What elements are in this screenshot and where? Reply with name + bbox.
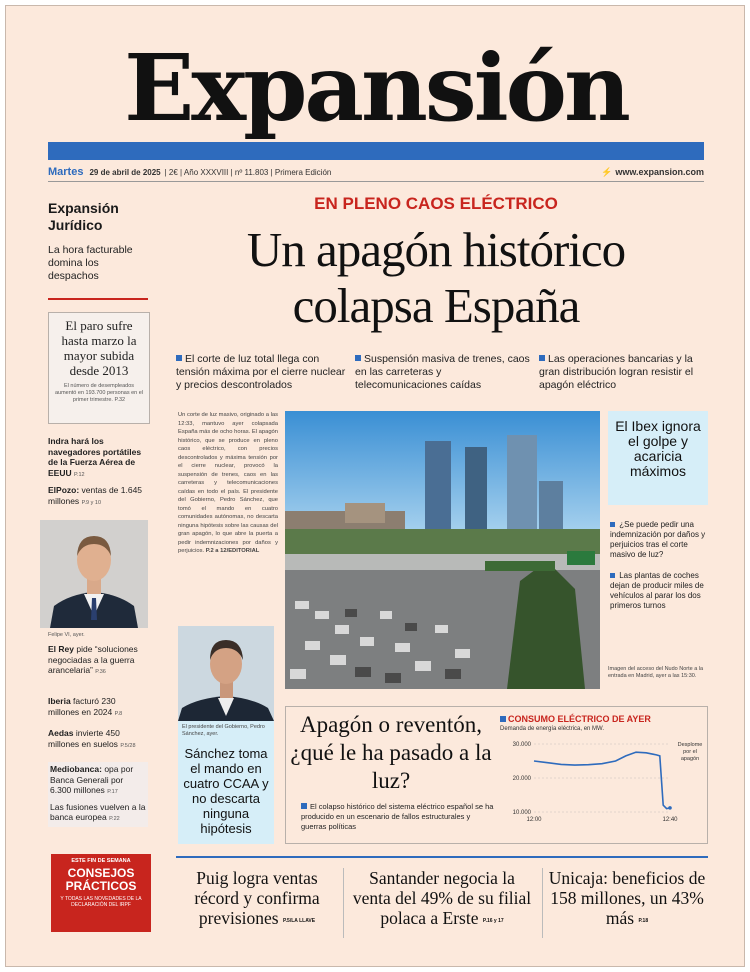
right-bullet-1[interactable] — [610, 520, 706, 560]
chart-title-square-icon — [500, 716, 506, 722]
brief-rey[interactable] — [48, 644, 148, 678]
chart-x-tick-label: 12:40 — [662, 817, 678, 823]
paro-box[interactable] — [48, 312, 150, 424]
brief-rey-bold: El Rey — [48, 644, 74, 654]
brief-fusiones-text: Las fusiones vuelven a la banca europea — [50, 801, 146, 822]
main-bullet-2 — [355, 353, 533, 392]
brief-rey-text: pide “soluciones negociadas a la guerra arancelaria” — [48, 644, 138, 675]
dateline-date: 29 de abril de 2025 — [89, 167, 161, 177]
chart-annotation: Desplome — [677, 742, 703, 748]
consumption-chart — [500, 714, 704, 838]
paro-sub: El número de desempleados aumentó en 193.700 personas en el primer trimestre. P.32 — [54, 383, 144, 403]
dateline-info: | 2€ | Año XXXVIII | nº 11.803 | Primera Edición — [164, 167, 332, 177]
newspaper-front-page — [5, 5, 745, 967]
brief-aedas-page: P.5/28 — [120, 742, 136, 749]
king-portrait-image — [40, 520, 148, 628]
main-bullet-2-text: Suspensión masiva de trenes, caos en las carreteras y telecomunicaciones caídas — [355, 353, 530, 391]
promo-title: CONSEJOS PRÁCTICOS — [65, 866, 137, 893]
footer-unicaja-tag: P.18 — [638, 918, 649, 924]
brief-iberia-bold: Iberia — [48, 696, 71, 706]
brief-mediobanca-text: opa por Banca Generali por 6.300 millones — [50, 764, 134, 795]
brief-fusiones-page: P.22 — [109, 816, 120, 822]
sanchez-photo — [178, 626, 274, 721]
chart-y-tick-label: 30.000 — [512, 742, 531, 748]
main-headline-line1: Un apagón histórico — [246, 222, 626, 277]
main-bullet-3-text: Las operaciones bancarias y la gran distribución logran resistir el apagón eléctrico — [539, 353, 694, 391]
promo-top: ESTE FIN DE SEMANA — [71, 858, 131, 864]
king-photo-caption: Felipe VI, ayer. — [48, 632, 85, 638]
chart-annotation: apagón — [680, 756, 700, 762]
king-photo — [40, 520, 148, 628]
main-body-pages: P.2 a 12/EDITORIAL — [205, 548, 260, 554]
brief-iberia[interactable] — [48, 696, 148, 719]
juridico-red-rule — [48, 298, 148, 300]
juridico-subtitle: La hora facturable domina los despachos — [48, 244, 133, 282]
right-bullet-2-text: Las plantas de coches dejan de producir miles de vehículos al parar los dos primeros turnos — [610, 571, 704, 610]
bullet-square-icon — [539, 355, 545, 361]
brief-iberia-page: P.8 — [114, 710, 123, 717]
brief-mediobanca[interactable] — [48, 762, 148, 827]
masthead-rule — [48, 181, 704, 182]
promo-sub: Y TODAS LAS NOVEDADES DE LA DECLARACIÓN DEL IRPF — [60, 896, 142, 908]
bullet-square-icon — [301, 803, 307, 809]
dateline — [48, 165, 704, 179]
madrid-traffic-photo — [285, 411, 600, 689]
sanchez-portrait-image — [178, 626, 274, 721]
apagon-sub-text: El colapso histórico del sistema eléctrico español se ha producido en un escenario de fallos estructurales y guerras políticas — [301, 802, 494, 831]
masthead-title: Expansión — [124, 34, 628, 142]
chart-x-tick-label: 12:00 — [526, 817, 542, 823]
bullet-square-icon — [176, 355, 182, 361]
brief-indra-text: Indra hará los navegadores portátiles de la Fuerza Aérea de EEUU — [48, 436, 142, 478]
chart-plot — [500, 732, 704, 828]
bullet-square-icon — [610, 573, 615, 578]
main-body-text — [178, 411, 278, 556]
ibex-headline: El Ibex ignora el golpe y acaricia máximos — [615, 418, 701, 479]
brief-aedas[interactable] — [48, 728, 148, 751]
brief-elpozo-bold: ElPozo: — [48, 485, 80, 495]
ibex-box[interactable] — [608, 411, 708, 505]
chart-subtitle: Demanda de energía eléctrica, en MW. — [500, 726, 605, 732]
main-headline[interactable] — [166, 222, 706, 334]
footer-santander-headline: Santander negocia la venta del 49% de su filial polaca a Erste — [352, 868, 532, 928]
right-bullet-1-text: ¿Se puede pedir una indemnización por daños y perjuicios tras el corte masivo de luz? — [610, 520, 706, 559]
dateline-website[interactable] — [601, 167, 704, 178]
brief-aedas-text: invierte 450 millones en suelos — [48, 728, 120, 749]
brief-indra-page: P.12 — [74, 471, 85, 478]
footer-separator — [542, 868, 543, 938]
dateline-day: Martes — [48, 166, 84, 178]
brief-indra[interactable] — [48, 436, 148, 480]
chart-series-line — [534, 752, 670, 808]
lightning-icon: ⚡ — [601, 166, 613, 177]
footer-puig-headline: Puig logra ventas récord y confirma previsiones — [194, 868, 320, 928]
footer-separator — [343, 868, 344, 938]
brief-rey-page: P.36 — [95, 669, 106, 675]
footer-story-unicaja[interactable] — [546, 868, 708, 931]
footer-story-puig[interactable] — [178, 868, 336, 931]
apagon-headline: Apagón o reventón, ¿qué le ha pasado a la luz? — [290, 712, 492, 793]
footer-unicaja-headline: Unicaja: beneficios de 158 millones, un 43% más — [548, 868, 706, 928]
main-bullet-1-text: El corte de luz total llega con tensión máxima por el cierre nuclear y precios descontrolados — [176, 353, 346, 391]
paro-headline: El paro sufre hasta marzo la mayor subida desde 2013 — [61, 318, 137, 378]
main-body-text-content: Un corte de luz masivo, originado a las 12:33, mantuvo ayer colapsada España más de ocho horas. El apagón histórico, que se produce en pleno caos eléctrico, con precios descontrolados y máxima tensión por el cierre nuclear, provocó la suspensión de trenes, caos en las carreteras y telecomunicaciones caídas en todo el país. El presidente del Gobierno, Pedro Sánchez, que tomó el mando en cuatro comunidades autónomas, no descarta ninguna hipótesis sobre las causas del gran apagón, lo que abre la puerta a pedir indemnizaciones por daños y perjuicios. — [178, 412, 278, 554]
brief-fusiones — [50, 802, 146, 825]
footer-puig-tag: P.5/LA LLAVE — [282, 918, 316, 924]
footer-story-santander[interactable] — [348, 868, 536, 931]
chart-point — [668, 806, 672, 810]
main-bullet-3 — [539, 353, 709, 392]
bullet-square-icon — [355, 355, 361, 361]
main-kicker: EN PLENO CAOS ELÉCTRICO — [314, 194, 558, 213]
right-bullet-2[interactable] — [610, 571, 706, 611]
chart-y-tick-label: 20.000 — [512, 776, 531, 782]
irpf-promo-box[interactable] — [51, 854, 151, 932]
sanchez-headline: Sánchez toma el mando en cuatro CCAA y no descarta ninguna hipótesis — [183, 746, 269, 836]
chart-annotation: por el — [683, 749, 697, 755]
main-bullet-1 — [176, 353, 348, 392]
brief-elpozo-text: ventas de 1.645 millones — [48, 485, 143, 506]
bullet-square-icon — [610, 522, 615, 527]
footer-blue-rule — [176, 856, 708, 858]
apagon-sub — [301, 802, 496, 832]
chart-y-tick-label: 10.000 — [512, 810, 531, 816]
sanchez-caption: El presidente del Gobierno, Pedro Sánchez, ayer. — [182, 724, 265, 737]
brief-elpozo[interactable] — [48, 485, 148, 508]
brief-mediobanca-page: P.17 — [107, 789, 118, 795]
brief-elpozo-page: P.9 y 10 — [81, 499, 102, 506]
footer-santander-tag: P.16 y 17 — [482, 918, 504, 924]
juridico-title[interactable]: Expansión Jurídico — [48, 200, 119, 233]
brief-aedas-bold: Aedas — [48, 728, 74, 738]
website-label: www.expansion.com — [615, 166, 704, 177]
chart-title — [500, 714, 704, 724]
main-photo-caption: Imagen del acceso del Nudo Norte a la entrada en Madrid, ayer a las 15:30. — [608, 666, 704, 679]
main-headline-line2: colapsa España — [292, 278, 580, 333]
madrid-traffic-image — [285, 411, 600, 689]
chart-title-text: CONSUMO ELÉCTRICO DE AYER — [508, 714, 651, 724]
masthead-blue-bar — [48, 142, 704, 160]
brief-iberia-text: facturó 230 millones en 2024 — [48, 696, 116, 717]
brief-mediobanca-bold: Mediobanca: — [50, 764, 102, 774]
